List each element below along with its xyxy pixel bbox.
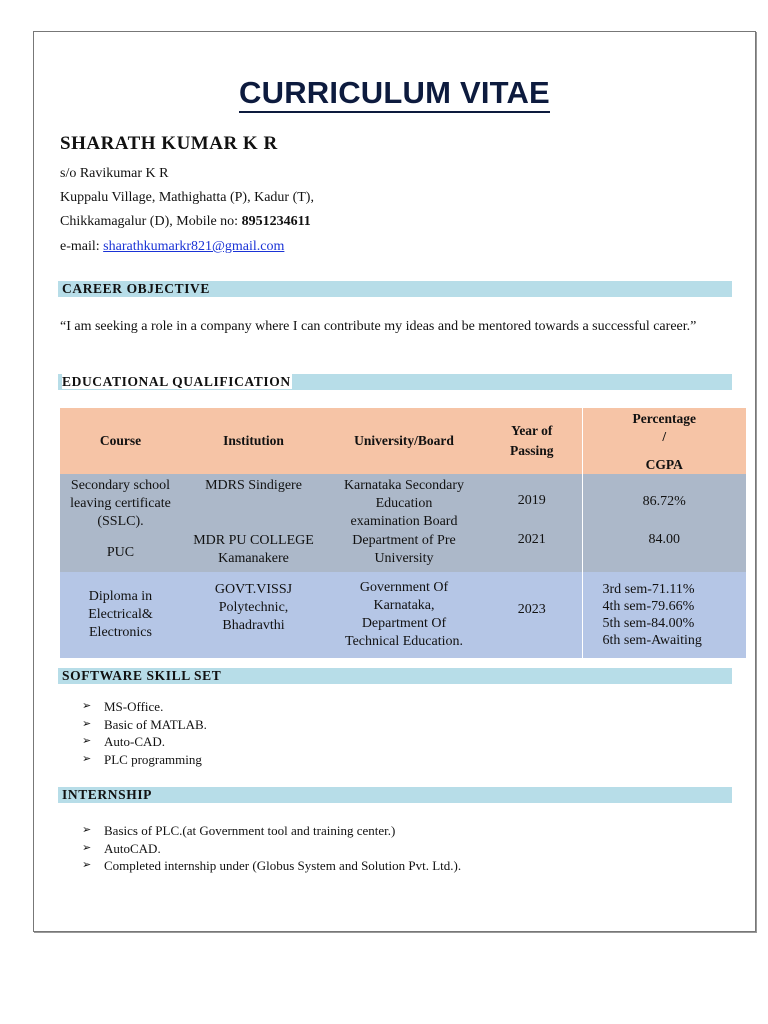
institution-cell: MDR PU COLLEGE Kamanakere (181, 532, 326, 572)
institution-cell: GOVT.VISSJ Polytechnic, Bhadravthi (181, 572, 326, 658)
email-link[interactable]: sharathkumarkr821@gmail.com (103, 239, 285, 254)
course-cell: PUC (60, 532, 181, 572)
address-line-1: Kuppalu Village, Mathighatta (P), Kadur (T), (60, 190, 314, 205)
table-row (60, 474, 746, 532)
address-line-2: Chikkamagalur (D), Mobile no: 8951234611 (60, 214, 311, 229)
arrow-bullet-icon: ➢ (82, 859, 92, 871)
course-cell: Secondary school leaving certificate (SSLC). (60, 474, 181, 532)
section-software-skill-set: SOFTWARE SKILL SET (58, 668, 732, 684)
arrow-bullet-icon: ➢ (82, 824, 92, 836)
institution-cell: MDRS Sindigere (181, 474, 326, 532)
header-university: University/Board (326, 408, 482, 474)
arrow-bullet-icon: ➢ (82, 752, 92, 765)
score-cell: 84.00 (582, 532, 746, 572)
university-cell: Department of Pre University (326, 532, 482, 572)
education-table (60, 408, 746, 658)
list-item: ➢ Auto-CAD. (82, 734, 166, 749)
list-item: ➢ Basics of PLC.(at Government tool and training center.) (82, 823, 396, 838)
year-cell: 2021 (482, 532, 582, 572)
resume-page (33, 31, 756, 932)
arrow-bullet-icon: ➢ (82, 700, 92, 712)
parent-line: s/o Ravikumar K R (60, 166, 169, 181)
score-cell: 3rd sem-71.11% 4th sem-79.66% 5th sem-84.00% 6th sem-Awaiting (582, 572, 746, 658)
arrow-bullet-icon: ➢ (82, 841, 92, 854)
header-institution: Institution (181, 408, 326, 474)
list-item: ➢ Basic of MATLAB. (82, 716, 207, 732)
internship-list (82, 822, 461, 875)
section-internship: INTERNSHIP (58, 787, 732, 803)
list-item: ➢ AutoCAD. (82, 840, 161, 856)
table-row (60, 532, 746, 572)
education-header-row (60, 408, 746, 474)
mobile-number: 8951234611 (241, 214, 311, 229)
career-objective-text: “I am seeking a role in a company where I can contribute my ideas and be mentored towards a successful career.” (60, 319, 697, 334)
candidate-name: SHARATH KUMAR K R (60, 133, 278, 154)
header-course: Course (60, 408, 181, 474)
section-educational-qualification: EDUCATIONAL QUALIFICATION (58, 374, 732, 390)
arrow-bullet-icon: ➢ (82, 735, 92, 747)
document-title: CURRICULUM VITAE (34, 75, 755, 111)
list-item: ➢ Completed internship under (Globus System and Solution Pvt. Ltd.). (82, 858, 462, 873)
score-cell: 86.72% (582, 474, 746, 532)
arrow-bullet-icon: ➢ (82, 717, 92, 730)
header-percentage: Percentage / CGPA (582, 408, 746, 474)
email-line: e-mail: sharathkumarkr821@gmail.com (60, 239, 285, 254)
university-cell: Karnataka Secondary Education examination Board (326, 474, 482, 532)
list-item: ➢ PLC programming (82, 751, 202, 767)
header-year: Year of Passing (482, 408, 582, 474)
university-cell: Government Of Karnataka, Department Of Technical Education. (326, 572, 482, 658)
year-cell: 2019 (482, 474, 582, 532)
course-cell: Diploma in Electrical& Electronics (60, 572, 181, 658)
list-item: ➢ MS-Office. (82, 699, 164, 714)
section-career-objective: CAREER OBJECTIVE (58, 281, 732, 297)
year-cell: 2023 (482, 572, 582, 658)
software-skills-list (82, 698, 207, 768)
table-row (60, 572, 746, 658)
